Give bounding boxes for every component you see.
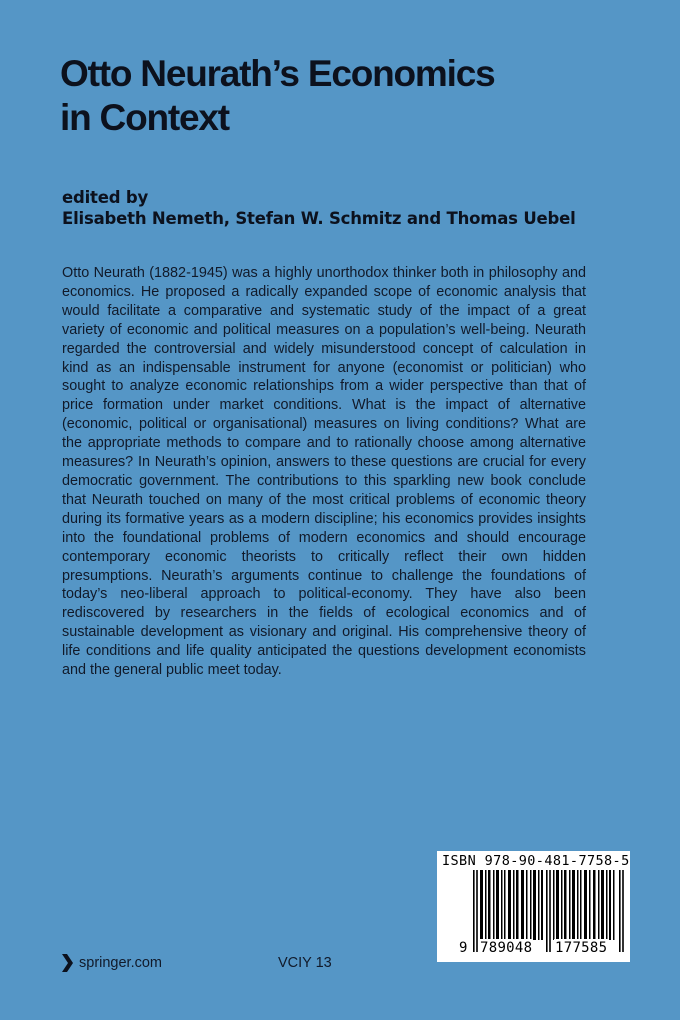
isbn-label: ISBN 978-90-481-7758-5 bbox=[442, 853, 630, 869]
springer-link[interactable] bbox=[62, 954, 162, 972]
isbn-barcode bbox=[437, 851, 630, 962]
editors-block bbox=[62, 187, 576, 229]
barcode-digits-left: 789048 bbox=[480, 940, 533, 956]
barcode-digit-first: 9 bbox=[459, 940, 468, 956]
product-code: VCIY 13 bbox=[278, 955, 332, 971]
book-title-line-2: in Context bbox=[60, 97, 229, 138]
barcode-digits-right: 177585 bbox=[555, 940, 608, 956]
springer-link-text: springer.com bbox=[79, 955, 163, 971]
chevron-right-icon bbox=[62, 954, 73, 972]
book-description: Otto Neurath (1882-1945) was a highly unorthodox thinker both in philosophy and economics. He proposed a radically expanded scope of economic analysis that would facilitate a comparative and systematic study of the impact of a great variety of economic and political measures on a population’s well-being. Neurath regarded the controversial and widely misunderstood concept of calculation in kind as an indispensable instrument for anyone (economist or politician) who sought to analyze economic relationships from a wider perspective than that of price formation under market conditions. What is the impact of alternative (economic, political or organisational) measures on living conditions? What are the appropriate methods to compare and to rationally choose among alternative measures? In Neurath’s opinion, answers to these questions are crucial for every democratic government. The contributions to this sparkling new book conclude that Neurath touched on many of the most critical problems of economic theory during its formative years as a modern discipline; his economics provides insights into the foundational problems of modern economics and should encourage contemporary economic theorists to critically reflect their own hidden presumptions. Neurath’s arguments continue to challenge the foundations of today’s neo-liberal approach to political-economy. They have also been rediscovered by researchers in the fields of ecological economics and of sustainable development as visionary and original. His comprehensive theory of life conditions and life quality anticipated the questions development economists and the general public meet today. bbox=[62, 265, 586, 679]
edited-by-label: edited by bbox=[62, 188, 149, 207]
editor-names: Elisabeth Nemeth, Stefan W. Schmitz and Thomas Uebel bbox=[62, 209, 576, 228]
book-title bbox=[60, 52, 494, 140]
book-title-line-1: Otto Neurath’s Economics bbox=[60, 53, 495, 94]
